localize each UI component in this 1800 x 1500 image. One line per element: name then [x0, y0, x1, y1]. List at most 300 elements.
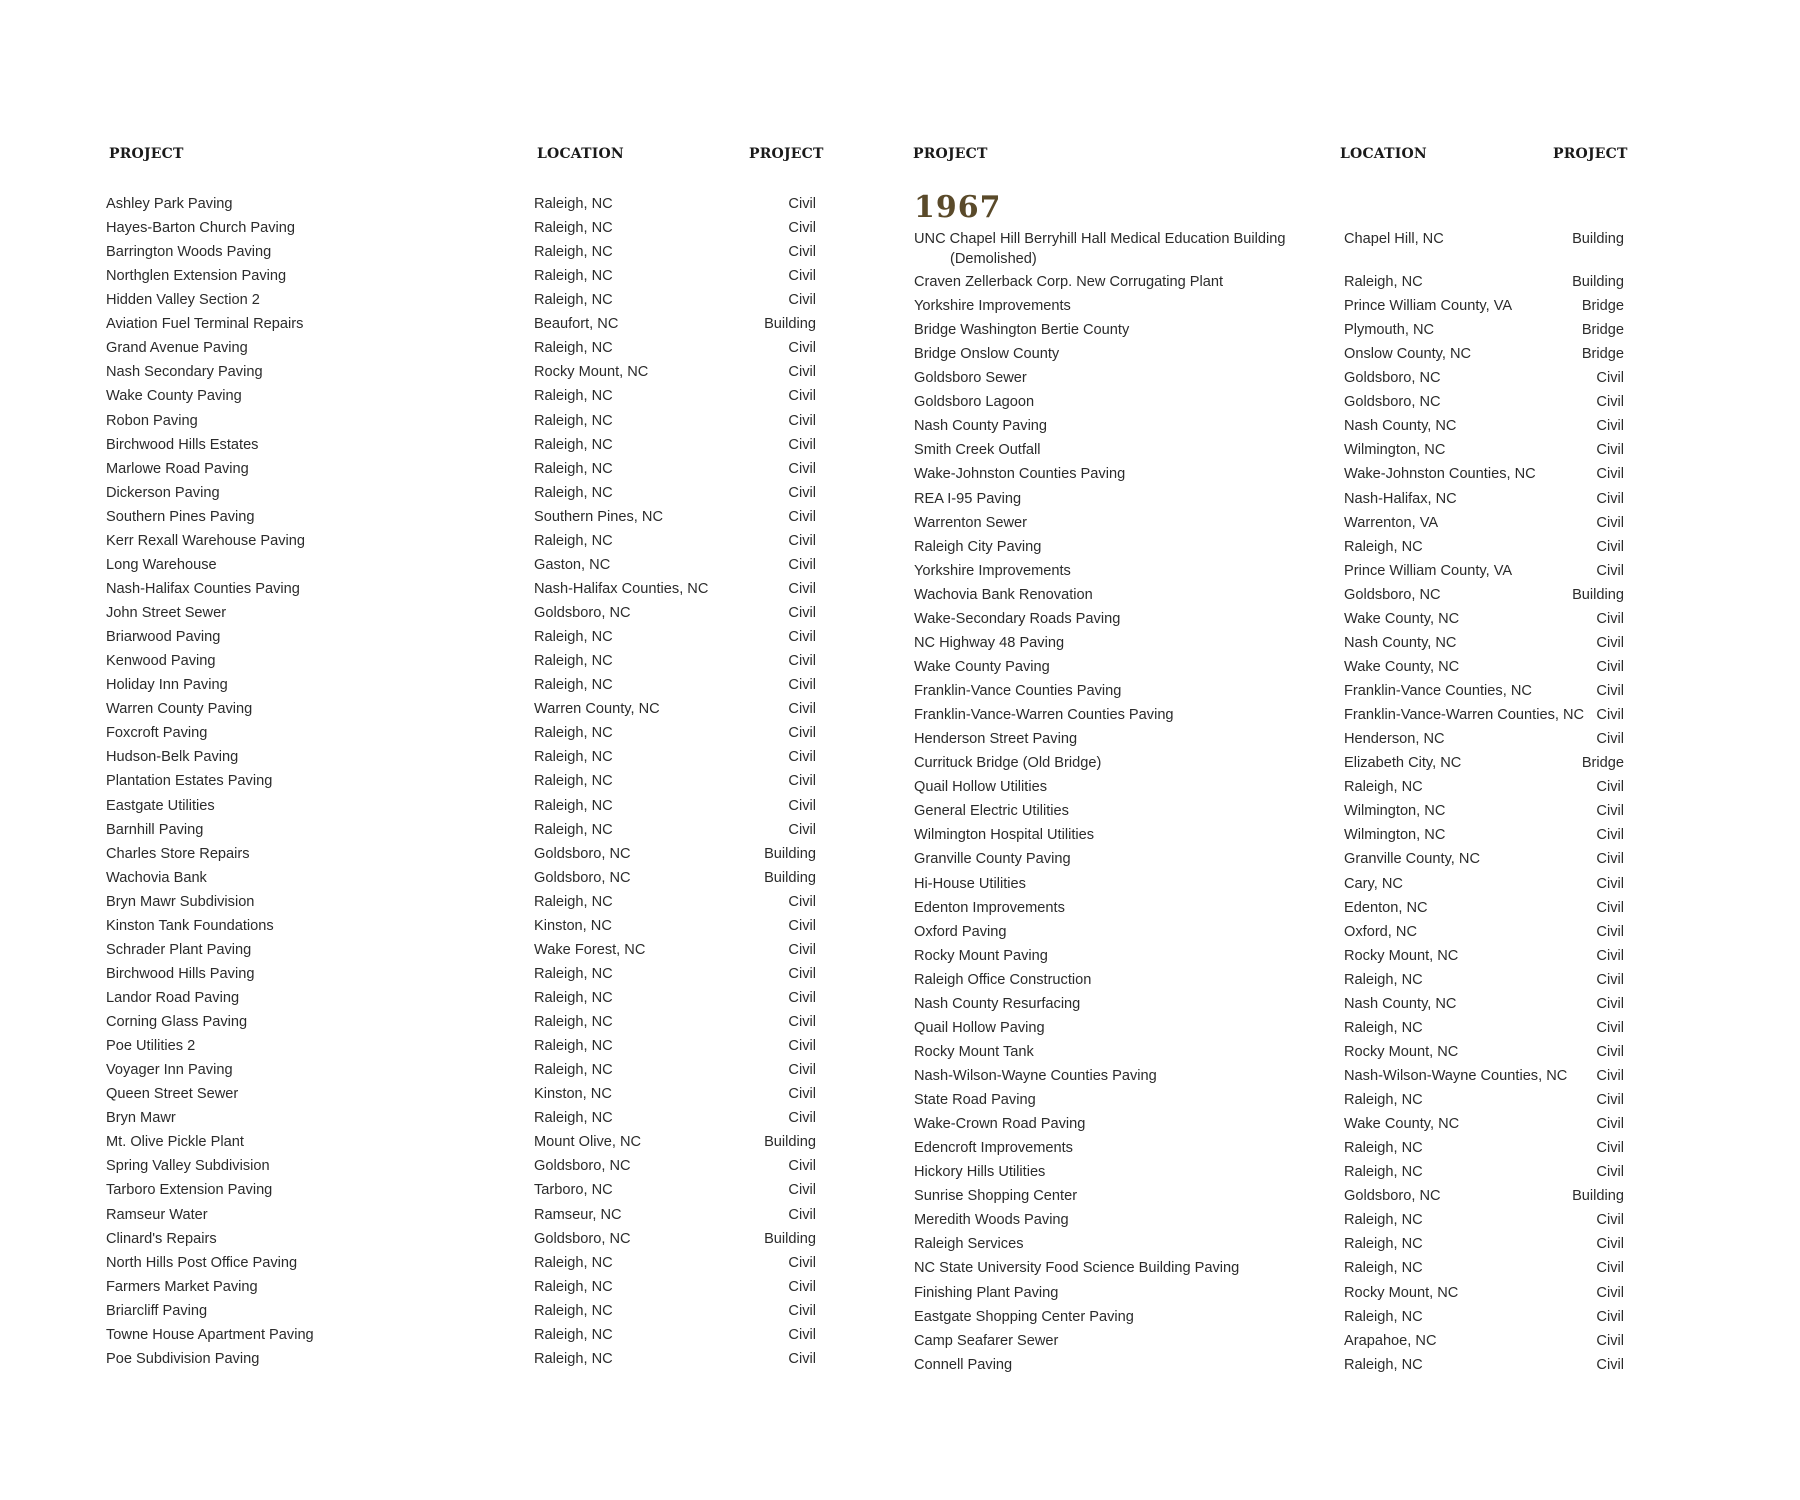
project-name	[914, 753, 1101, 773]
project-type: Civil	[1596, 947, 1624, 964]
project-name-text: Wake-Johnston Counties Paving	[914, 466, 1126, 483]
project-location: Goldsboro, NC	[1344, 586, 1441, 603]
project-type: Civil	[1596, 538, 1624, 555]
project-name-text: Wake-Secondary Roads Paving	[914, 610, 1121, 627]
project-name-text: UNC Chapel Hill Berryhill Hall Medical Education Building	[914, 231, 1286, 247]
table-row	[106, 483, 816, 503]
project-name	[106, 459, 249, 479]
project-name	[914, 922, 1006, 942]
project-name	[914, 1018, 1045, 1038]
project-location: Goldsboro, NC	[534, 869, 631, 886]
project-name	[106, 627, 220, 647]
project-location: Wake Forest, NC	[534, 941, 646, 958]
project-name-text: Kenwood Paving	[106, 653, 216, 670]
project-name	[106, 411, 198, 431]
table-row	[106, 1205, 816, 1225]
project-name	[106, 1060, 233, 1080]
project-name	[914, 801, 1069, 821]
table-row	[914, 753, 1624, 773]
project-location: Nash-Halifax Counties, NC	[534, 580, 709, 597]
project-type: Civil	[788, 292, 816, 309]
project-name-text: Charles Store Repairs	[106, 845, 250, 862]
project-location: Raleigh, NC	[534, 893, 613, 910]
project-location: Raleigh, NC	[1344, 1260, 1423, 1277]
project-name-text: Craven Zellerback Corp. New Corrugating Plant	[914, 274, 1224, 290]
project-name	[914, 609, 1120, 629]
table-row	[914, 1283, 1624, 1303]
project-location: Raleigh, NC	[534, 1302, 613, 1319]
project-type: Civil	[1596, 514, 1624, 531]
project-name-text: Connell Paving	[914, 1356, 1013, 1373]
project-location: Raleigh, NC	[534, 773, 613, 790]
project-name	[914, 1066, 1157, 1086]
project-type: Civil	[788, 1278, 816, 1295]
project-name	[914, 633, 1064, 653]
project-name	[106, 531, 305, 551]
project-location: Raleigh, NC	[1344, 1164, 1423, 1181]
project-name	[106, 771, 272, 791]
table-row	[106, 314, 816, 334]
project-type: Civil	[1596, 683, 1624, 700]
project-type: Civil	[788, 1062, 816, 1079]
project-name-text: Poe Subdivision Paving	[106, 1350, 260, 1367]
table-row	[914, 849, 1624, 869]
right-header-project: PROJECT	[913, 146, 988, 162]
table-row	[914, 344, 1624, 364]
project-type: Civil	[788, 749, 816, 766]
project-name	[914, 1210, 1069, 1230]
table-row	[914, 272, 1624, 292]
project-location: Wake County, NC	[1344, 610, 1460, 627]
project-name-text: Plantation Estates Paving	[106, 773, 273, 790]
project-type: Civil	[788, 436, 816, 453]
project-location: Raleigh, NC	[1344, 971, 1423, 988]
project-type: Civil	[788, 797, 816, 814]
project-location: Arapahoe, NC	[1344, 1332, 1437, 1349]
project-name-text: Franklin-Vance Counties Paving	[914, 683, 1122, 700]
project-name	[106, 1108, 176, 1128]
project-type: Civil	[788, 220, 816, 237]
project-name-text: Foxcroft Paving	[106, 725, 208, 742]
project-location: Edenton, NC	[1344, 899, 1428, 916]
project-name-text: Robon Paving	[106, 412, 198, 429]
project-type: Civil	[788, 364, 816, 381]
project-name-text: Bridge Onslow County	[914, 346, 1060, 363]
table-row	[914, 898, 1624, 918]
table-row	[914, 946, 1624, 966]
project-name-text: Barnhill Paving	[106, 821, 204, 838]
project-type: Bridge	[1581, 346, 1624, 363]
project-location: Raleigh, NC	[1344, 1212, 1423, 1229]
project-name-text: General Electric Utilities	[914, 803, 1069, 820]
project-location: Plymouth, NC	[1344, 322, 1435, 339]
table-row	[106, 651, 816, 671]
project-name-text: Nash County Resurfacing	[914, 995, 1081, 1012]
table-row	[106, 747, 816, 767]
project-name-text: Corning Glass Paving	[106, 1014, 248, 1031]
project-type: Civil	[788, 821, 816, 838]
project-name-continuation: (Demolished)	[950, 251, 1037, 267]
table-row	[914, 681, 1624, 701]
table-row	[914, 1331, 1624, 1351]
project-type: Civil	[788, 460, 816, 477]
project-name	[914, 296, 1071, 316]
project-name-text: Kinston Tank Foundations	[106, 917, 274, 934]
project-location: Prince William County, VA	[1344, 298, 1513, 315]
table-row	[914, 464, 1624, 484]
project-location: Raleigh, NC	[534, 677, 613, 694]
project-name	[106, 1253, 297, 1273]
table-row	[914, 1210, 1624, 1230]
project-type: Building	[1572, 231, 1624, 247]
project-type: Civil	[788, 580, 816, 597]
table-row	[106, 771, 816, 791]
project-name-text: Camp Seafarer Sewer	[914, 1332, 1059, 1349]
project-location: Rocky Mount, NC	[1344, 1284, 1459, 1301]
project-type: Civil	[788, 629, 816, 646]
project-location: Raleigh, NC	[534, 749, 613, 766]
table-row	[914, 1258, 1624, 1278]
project-name	[106, 555, 217, 575]
project-name-text: Poe Utilities 2	[106, 1038, 196, 1055]
table-row	[106, 1253, 816, 1273]
project-name-text: Currituck Bridge (Old Bridge)	[914, 755, 1102, 772]
project-name	[106, 435, 258, 455]
project-type: Civil	[788, 917, 816, 934]
project-name-text: Mt. Olive Pickle Plant	[106, 1134, 244, 1151]
project-name-text: Queen Street Sewer	[106, 1086, 239, 1103]
project-name	[914, 729, 1077, 749]
project-location: Raleigh, NC	[534, 797, 613, 814]
project-name-text: Hudson-Belk Paving	[106, 749, 239, 766]
project-name	[914, 344, 1059, 364]
project-name-text: Franklin-Vance-Warren Counties Paving	[914, 707, 1174, 724]
table-row	[106, 507, 816, 527]
project-name	[106, 242, 271, 262]
project-type: Civil	[1596, 995, 1624, 1012]
table-row	[106, 988, 816, 1008]
project-type: Civil	[1596, 370, 1624, 387]
project-name-text: Wake County Paving	[106, 388, 242, 405]
project-name	[914, 513, 1027, 533]
table-row	[914, 229, 1624, 269]
table-row	[914, 392, 1624, 412]
project-location: Goldsboro, NC	[1344, 370, 1441, 387]
project-type: Civil	[788, 1038, 816, 1055]
project-type: Civil	[1596, 1236, 1624, 1253]
project-type: Civil	[788, 965, 816, 982]
project-location: Raleigh, NC	[534, 1254, 613, 1271]
project-name-text: Goldsboro Sewer	[914, 370, 1027, 387]
project-name-text: Birchwood Hills Estates	[106, 436, 259, 453]
project-type: Civil	[1596, 1332, 1624, 1349]
table-row	[106, 1084, 816, 1104]
project-name-text: Raleigh Services	[914, 1236, 1024, 1253]
project-name-text: Bridge Washington Bertie County	[914, 322, 1130, 339]
project-name	[106, 988, 239, 1008]
project-name-text: Kerr Rexall Warehouse Paving	[106, 532, 305, 549]
table-row	[106, 459, 816, 479]
table-row	[914, 825, 1624, 845]
project-type: Civil	[788, 941, 816, 958]
project-name-text: Aviation Fuel Terminal Repairs	[106, 316, 304, 333]
project-type: Civil	[788, 508, 816, 525]
table-row	[106, 1229, 816, 1249]
project-name	[914, 464, 1125, 484]
project-location: Goldsboro, NC	[534, 1230, 631, 1247]
project-location: Raleigh, NC	[534, 436, 613, 453]
project-name-text: NC Highway 48 Paving	[914, 634, 1065, 651]
project-name-text: Grand Avenue Paving	[106, 340, 248, 357]
project-location: Beaufort, NC	[534, 316, 619, 333]
project-location: Nash-Wilson-Wayne Counties, NC	[1344, 1067, 1568, 1084]
project-name-text: Landor Road Paving	[106, 989, 240, 1006]
project-location: Raleigh, NC	[534, 1350, 613, 1367]
project-name-text: Oxford Paving	[914, 923, 1007, 940]
project-name-text: Bryn Mawr Subdivision	[106, 893, 255, 910]
project-type: Civil	[788, 989, 816, 1006]
project-location: Goldsboro, NC	[1344, 394, 1441, 411]
project-name-text: NC State University Food Science Building Paving	[914, 1260, 1240, 1277]
project-location: Raleigh, NC	[534, 1062, 613, 1079]
project-name	[914, 1258, 1239, 1278]
project-location: Raleigh, NC	[534, 220, 613, 237]
table-row	[914, 609, 1624, 629]
project-location: Raleigh, NC	[534, 484, 613, 501]
table-row	[914, 1138, 1624, 1158]
project-name	[106, 796, 215, 816]
project-type: Civil	[788, 773, 816, 790]
table-row	[914, 994, 1624, 1014]
project-location: Raleigh, NC	[534, 1110, 613, 1127]
project-name	[106, 844, 250, 864]
table-row	[106, 362, 816, 382]
project-location: Henderson, NC	[1344, 731, 1445, 748]
project-location: Raleigh, NC	[534, 460, 613, 477]
project-name	[914, 657, 1050, 677]
table-row	[106, 218, 816, 238]
project-type: Civil	[788, 388, 816, 405]
project-name-text: Sunrise Shopping Center	[914, 1188, 1078, 1205]
project-name	[914, 537, 1041, 557]
project-name-text: Granville County Paving	[914, 851, 1071, 868]
project-name	[914, 1162, 1045, 1182]
project-type: Building	[1572, 274, 1624, 290]
project-location: Gaston, NC	[534, 556, 611, 573]
table-row	[106, 1132, 816, 1152]
project-type: Civil	[1596, 803, 1624, 820]
project-location: Chapel Hill, NC	[1344, 231, 1444, 247]
table-row	[914, 1186, 1624, 1206]
project-name-text: Smith Creek Outfall	[914, 442, 1041, 459]
project-name	[106, 362, 263, 382]
project-name	[914, 874, 1026, 894]
project-name	[914, 898, 1065, 918]
right-header-location: LOCATION	[1340, 146, 1427, 162]
table-row	[106, 820, 816, 840]
project-name	[106, 916, 274, 936]
project-type: Bridge	[1581, 298, 1624, 315]
project-name-text: Wake County Paving	[914, 658, 1050, 675]
project-type: Civil	[788, 1182, 816, 1199]
project-location: Raleigh, NC	[534, 1278, 613, 1295]
project-type: Civil	[1596, 562, 1624, 579]
project-location: Wilmington, NC	[1344, 442, 1446, 459]
table-row	[914, 416, 1624, 436]
project-name	[914, 272, 1223, 292]
table-row	[106, 796, 816, 816]
project-location: Raleigh, NC	[534, 196, 613, 212]
project-name	[106, 338, 248, 358]
project-name	[106, 747, 238, 767]
project-type: Civil	[788, 1206, 816, 1223]
project-type: Civil	[1596, 1284, 1624, 1301]
project-name	[106, 1349, 259, 1369]
project-location: Wake County, NC	[1344, 1116, 1460, 1133]
project-name	[914, 489, 1021, 509]
project-name-text: Quail Hollow Paving	[914, 1019, 1045, 1036]
table-row	[914, 1018, 1624, 1038]
project-name	[914, 1138, 1073, 1158]
project-name	[914, 1355, 1012, 1375]
project-name	[914, 946, 1048, 966]
project-type: Civil	[788, 484, 816, 501]
project-location: Goldsboro, NC	[534, 1158, 631, 1175]
project-type: Civil	[1596, 851, 1624, 868]
project-location: Southern Pines, NC	[534, 508, 663, 525]
project-type: Civil	[788, 1326, 816, 1343]
table-row	[914, 368, 1624, 388]
table-row	[106, 940, 816, 960]
project-type: Civil	[1596, 1019, 1624, 1036]
project-location: Granville County, NC	[1344, 851, 1480, 868]
table-row	[106, 266, 816, 286]
project-name	[914, 561, 1071, 581]
project-name-text: Wachovia Bank	[106, 869, 207, 886]
project-name	[914, 440, 1041, 460]
table-row	[914, 489, 1624, 509]
table-row	[106, 916, 816, 936]
project-name-text: Eastgate Shopping Center Paving	[914, 1308, 1134, 1325]
project-type: Civil	[788, 196, 816, 212]
table-row	[106, 1349, 816, 1369]
project-name	[106, 1084, 238, 1104]
project-location: Nash County, NC	[1344, 634, 1457, 651]
project-location: Raleigh, NC	[534, 821, 613, 838]
project-name-text: Hayes-Barton Church Paving	[106, 220, 295, 237]
table-row	[106, 723, 816, 743]
project-type: Bridge	[1581, 322, 1624, 339]
project-location: Raleigh, NC	[534, 268, 613, 285]
table-row	[914, 657, 1624, 677]
project-location: Raleigh, NC	[534, 989, 613, 1006]
project-name	[106, 675, 228, 695]
project-name-text: State Road Paving	[914, 1092, 1036, 1109]
project-type: Civil	[1596, 707, 1624, 724]
left-header-type: PROJECT	[749, 146, 824, 162]
project-name	[106, 1012, 247, 1032]
table-row	[106, 1277, 816, 1297]
project-name	[106, 290, 260, 310]
table-row	[106, 1301, 816, 1321]
table-row	[106, 242, 816, 262]
project-name-text: Goldsboro Lagoon	[914, 394, 1035, 411]
project-type: Civil	[788, 677, 816, 694]
project-name	[914, 849, 1071, 869]
project-location: Oxford, NC	[1344, 923, 1417, 940]
table-row	[106, 386, 816, 406]
project-name	[106, 194, 233, 214]
project-name	[914, 777, 1047, 797]
project-type: Civil	[788, 1158, 816, 1175]
project-type: Civil	[788, 1110, 816, 1127]
project-name-text: Spring Valley Subdivision	[106, 1158, 270, 1175]
project-name	[106, 1036, 195, 1056]
project-name	[106, 1132, 244, 1152]
table-row	[914, 296, 1624, 316]
project-type: Civil	[1596, 827, 1624, 844]
project-type: Civil	[1596, 394, 1624, 411]
project-name-text: Rocky Mount Paving	[914, 947, 1048, 964]
table-row	[106, 1036, 816, 1056]
project-name-text: Nash-Halifax Counties Paving	[106, 580, 300, 597]
project-location: Raleigh, NC	[534, 965, 613, 982]
table-row	[914, 561, 1624, 581]
project-type: Civil	[1596, 418, 1624, 435]
project-location: Raleigh, NC	[1344, 779, 1423, 796]
project-name	[106, 1156, 270, 1176]
project-name-text: Towne House Apartment Paving	[106, 1326, 314, 1343]
project-name-text: North Hills Post Office Paving	[106, 1254, 298, 1271]
project-type: Building	[764, 869, 816, 886]
project-name	[914, 705, 1174, 725]
project-location: Raleigh, NC	[534, 1038, 613, 1055]
project-type: Civil	[1596, 610, 1624, 627]
project-location: Wilmington, NC	[1344, 827, 1446, 844]
table-row	[106, 603, 816, 623]
project-location: Raleigh, NC	[534, 340, 613, 357]
project-location: Raleigh, NC	[534, 1014, 613, 1031]
project-name	[106, 266, 286, 286]
project-location: Raleigh, NC	[534, 292, 613, 309]
project-type: Civil	[1596, 1092, 1624, 1109]
project-type: Civil	[1596, 1260, 1624, 1277]
project-type: Civil	[788, 1254, 816, 1271]
project-name-text: Nash Secondary Paving	[106, 364, 263, 381]
project-location: Raleigh, NC	[1344, 1019, 1423, 1036]
project-location: Raleigh, NC	[534, 532, 613, 549]
project-location: Raleigh, NC	[534, 1326, 613, 1343]
project-name-text: Hidden Valley Section 2	[106, 292, 260, 309]
project-name-text: Hi-House Utilities	[914, 875, 1026, 892]
project-name-text: Henderson Street Paving	[914, 731, 1078, 748]
table-row	[106, 1060, 816, 1080]
project-type: Civil	[788, 268, 816, 285]
table-row	[106, 1156, 816, 1176]
project-name-text: Briarwood Paving	[106, 629, 221, 646]
project-location: Warren County, NC	[534, 701, 660, 718]
table-row	[914, 1114, 1624, 1134]
project-type: Building	[764, 845, 816, 862]
project-name	[914, 585, 1093, 605]
project-type: Civil	[788, 244, 816, 261]
project-type: Civil	[1596, 779, 1624, 796]
project-name-text: Rocky Mount Tank	[914, 1043, 1034, 1060]
project-type: Building	[764, 1134, 816, 1151]
project-name-text: Briarcliff Paving	[106, 1302, 208, 1319]
table-row	[914, 1355, 1624, 1375]
table-row	[106, 338, 816, 358]
